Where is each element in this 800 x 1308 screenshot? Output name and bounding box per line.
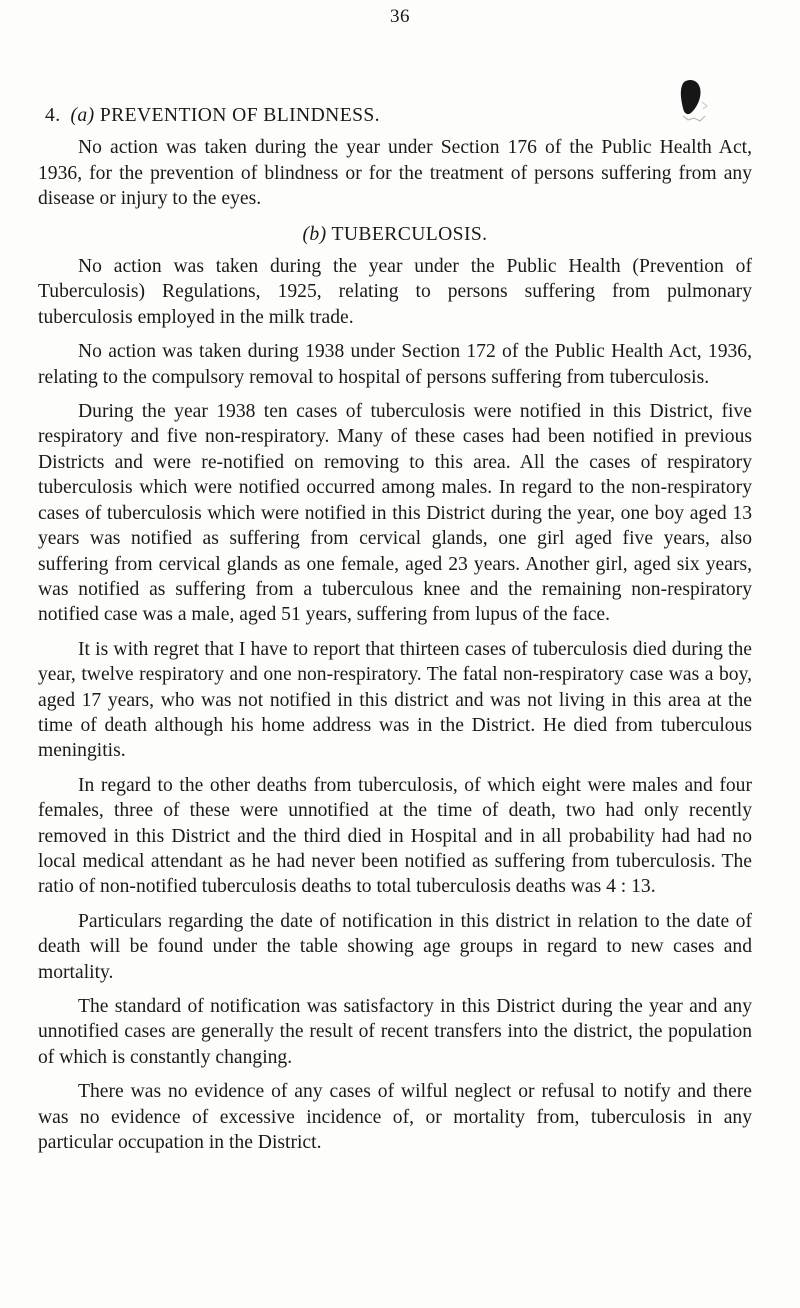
paragraph: In regard to the other deaths from tuberculosis, of which eight were males and four females, three of these were unnotified at the time of death, two had only recently removed in this District and the third died in Hospital and in all probability had had no local medical attendant as he had never been notified as suffering from tuberculosis. The ratio of non-notified tuberculosis deaths to total tuberculosis deaths was 4 : 13. [38, 774, 752, 898]
section-title: PREVENTION OF BLINDNESS. [99, 105, 380, 126]
section-tuberculosis [38, 222, 752, 1156]
paragraph: There was no evidence of any cases of wilful neglect or refusal to notify and there was no evidence of excessive incidence of, or mortality from, tuberculosis in any particular occupation in the District. [38, 1081, 752, 1154]
paragraph: No action was taken during 1938 under Section 172 of the Public Health Act, 1936, relating to the compulsory removal to hospital of persons suffering from tuberculosis. [38, 341, 752, 388]
paragraph: The standard of notification was satisfactory in this District during the year and any unnotified cases are generally the result of recent transfers into the district, the population of which is constantly changing. [38, 996, 752, 1068]
paragraph: No action was taken during the year under Section 176 of the Public Health Act, 1936, for the prevention of blindness or for the treatment of persons suffering from any disease or injury to the eyes. [38, 137, 752, 210]
paragraph: During the year 1938 ten cases of tuberculosis were notified in this District, five respiratory and five non-respiratory. Many of these cases had been notified in previous Districts and were re-notified on removing to this area. All the cases of respiratory tuberculosis which were notified occurred among males. In regard to the non-respiratory cases of tuberculosis which were notified in this District during the year, one boy aged 13 years was notified as suffering from cervical glands, one girl aged five years, also suffering from cervical glands as one female, aged 23 years. Another girl, aged six years, was notified as suffering from a tuberculous knee and the remaining non-respiratory notified case was a male, aged 51 years, suffering from lupus of the face. [38, 401, 752, 626]
section-number: 4. [45, 105, 61, 126]
page-number: 36 [390, 6, 410, 27]
section-title: TUBERCULOSIS. [331, 223, 488, 245]
paragraph: It is with regret that I have to report that thirteen cases of tuberculosis died during the year, twelve respiratory and one non-respiratory. The fatal non-respiratory case was a boy, aged 17 years, who was not notified in this district and was not living in this area at the time of death although his home address was in the District. He died from tuberculous meningitis. [38, 638, 752, 762]
section-prevention-of-blindness [38, 103, 752, 212]
document-body [38, 103, 752, 1164]
section-b-heading [38, 222, 752, 247]
paragraph: Particulars regarding the date of notification in this district in relation to the date of death will be found under the table showing age groups in regard to new cases and mortality. [38, 910, 752, 983]
section-letter: (a) [70, 105, 95, 126]
section-a-heading [38, 103, 752, 128]
paragraph: No action was taken during the year under the Public Health (Prevention of Tuberculosis) Regulations, 1925, relating to persons suffering from pulmonary tuberculosis employed in the milk trade. [38, 256, 752, 328]
section-letter: (b) [302, 223, 327, 245]
